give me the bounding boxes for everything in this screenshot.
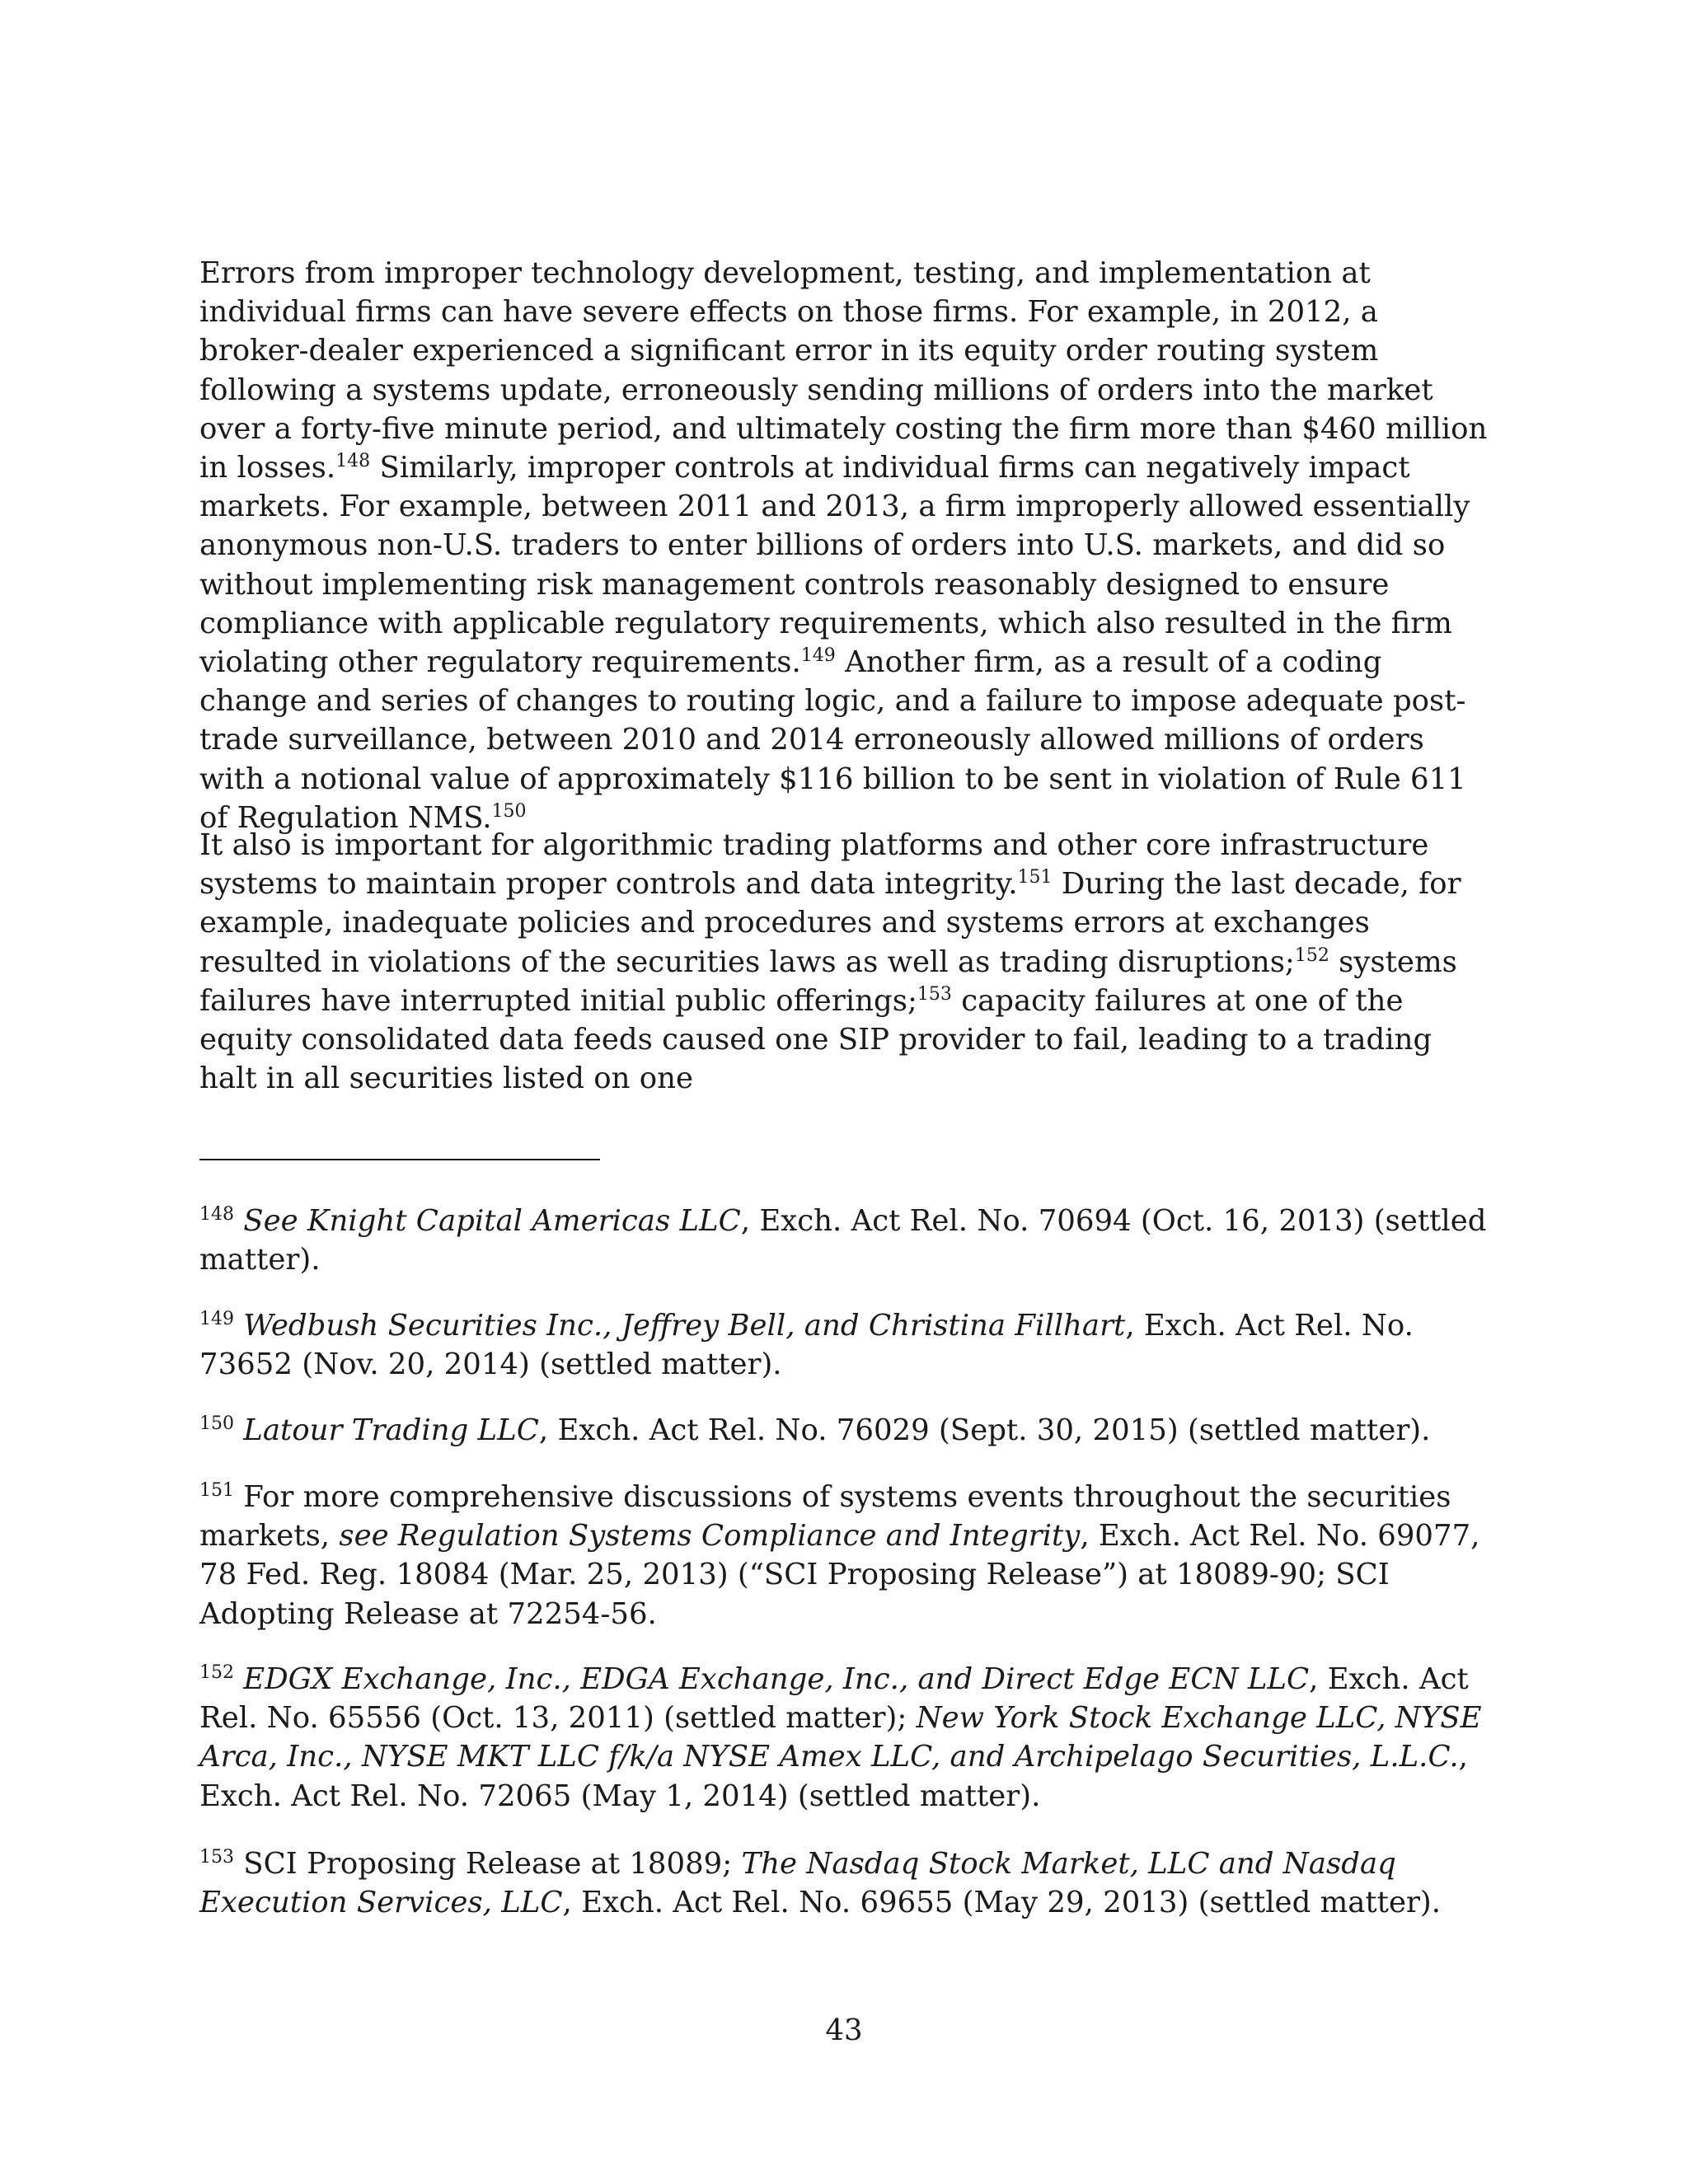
body-paragraph-1 xyxy=(199,254,1493,837)
paragraph-text: Similarly, improper controls at individual firms can negatively impact markets. For example, between 2011 and 2013, a firm improperly allowed essentially anonymous non-U.S. traders to enter billions of orders into U.S. markets, and did so without implementing risk management controls reasonably designed to ensure compliance with applicable regulatory requirements, which also resulted in the firm violating other regulatory requirements. xyxy=(199,451,1470,680)
footnote-text: For more comprehensive discussions of systems events throughout the securities markets, xyxy=(199,1480,1451,1554)
footnote-ref-150[interactable]: 150 xyxy=(491,801,527,823)
body-paragraph-2 xyxy=(199,826,1493,1098)
footnote-153 xyxy=(199,1844,1493,1922)
footnote-ref-148[interactable]: 148 xyxy=(335,451,371,472)
case-citation: New York Stock Exchange LLC, NYSE Arca, Inc., NYSE MKT LLC f/k/a NYSE Amex LLC, and Archipelago Securities, L.L.C. xyxy=(199,1701,1482,1774)
paragraph-text: During the last decade, for example, inadequate policies and procedures and systems errors at exchanges resulted in violations of the securities laws as well as trading disruptions; xyxy=(199,867,1461,979)
footnote-149 xyxy=(199,1306,1493,1384)
case-citation: See Knight Capital Americas LLC xyxy=(243,1204,741,1238)
footnote-number: 149 xyxy=(199,1309,234,1330)
footnote-text: , Exch. Act Rel. No. 65556 (Oct. 13, 2011) (settled matter); xyxy=(199,1662,1469,1736)
footnote-ref-153[interactable]: 153 xyxy=(917,983,952,1005)
footnote-text: , Exch. Act Rel. No. 73652 (Nov. 20, 2014) (settled matter). xyxy=(199,1309,1414,1382)
footnote-ref-152[interactable]: 152 xyxy=(1294,944,1329,966)
paragraph-text: capacity failures at one of the equity consolidated data feeds caused one SIP provider to fail, leading to a trading halt in all securities listed on one xyxy=(199,983,1432,1096)
footnote-text: , Exch. Act Rel. No. 76029 (Sept. 30, 2015) (settled matter). xyxy=(538,1413,1431,1447)
case-citation: EDGX Exchange, Inc., EDGA Exchange, Inc., and Direct Edge ECN LLC xyxy=(243,1662,1310,1696)
footnote-151 xyxy=(199,1478,1493,1633)
paragraph-text: It also is important for algorithmic trading platforms and other core infrastructure systems to maintain proper controls and data integrity. xyxy=(199,828,1429,902)
case-citation: The Nasdaq Stock Market, LLC and Nasdaq Execution Services, LLC xyxy=(199,1847,1396,1920)
case-citation: Latour Trading LLC xyxy=(243,1413,539,1447)
paragraph-text: Another firm, as a result of a coding change and series of changes to routing logic, and a failure to impose adequate post-trade surveillance, between 2010 and 2014 erroneously allowed millions of orders with a notional value of approximately $116 billion to be sent in violation of Rule 611 of Regulation NMS. xyxy=(199,645,1466,835)
footnote-number: 152 xyxy=(199,1662,234,1684)
footnote-text: SCI Proposing Release at 18089; xyxy=(234,1847,742,1881)
footnote-text: , Exch. Act Rel. No. 72065 (May 1, 2014) (settled matter). xyxy=(199,1740,1468,1813)
footnote-text: , Exch. Act Rel. No. 70694 (Oct. 16, 2013) (settled matter). xyxy=(199,1204,1487,1277)
footnote-150 xyxy=(199,1411,1493,1450)
footnote-number: 153 xyxy=(199,1847,234,1868)
footnote-text: , Exch. Act Rel. No. 69655 (May 29, 2013) (settled matter). xyxy=(562,1886,1442,1920)
footnote-ref-151[interactable]: 151 xyxy=(1017,867,1053,888)
footnote-separator xyxy=(199,1159,600,1160)
case-citation: Wedbush Securities Inc., Jeffrey Bell, and Christina Fillhart xyxy=(243,1309,1126,1343)
footnote-number: 151 xyxy=(199,1480,234,1502)
footnote-ref-149[interactable]: 149 xyxy=(800,645,836,667)
footnote-152 xyxy=(199,1660,1493,1816)
page-number: 43 xyxy=(825,2013,863,2047)
paragraph-text: systems failures have interrupted initial public offerings; xyxy=(199,944,1457,1018)
footnote-148 xyxy=(199,1202,1493,1279)
paragraph-text: Errors from improper technology development, testing, and implementation at individual firms can have severe effects on those firms. For example, in 2012, a broker-dealer experienced a significant error in its equity order routing system following a systems update, erroneously sending millions of orders into the market over a forty-five minute period, and ultimately costing the firm more than $460 million in losses. xyxy=(199,256,1488,485)
case-citation: see Regulation Systems Compliance and Integrity xyxy=(339,1519,1081,1554)
footnote-number: 148 xyxy=(199,1204,234,1226)
footnote-number: 150 xyxy=(199,1413,234,1435)
footnote-text: , Exch. Act Rel. No. 69077, 78 Fed. Reg. 18084 (Mar. 25, 2013) (“SCI Proposing Release”) at 18089-90; SCI Adopting Release at 72254-56. xyxy=(199,1519,1480,1631)
